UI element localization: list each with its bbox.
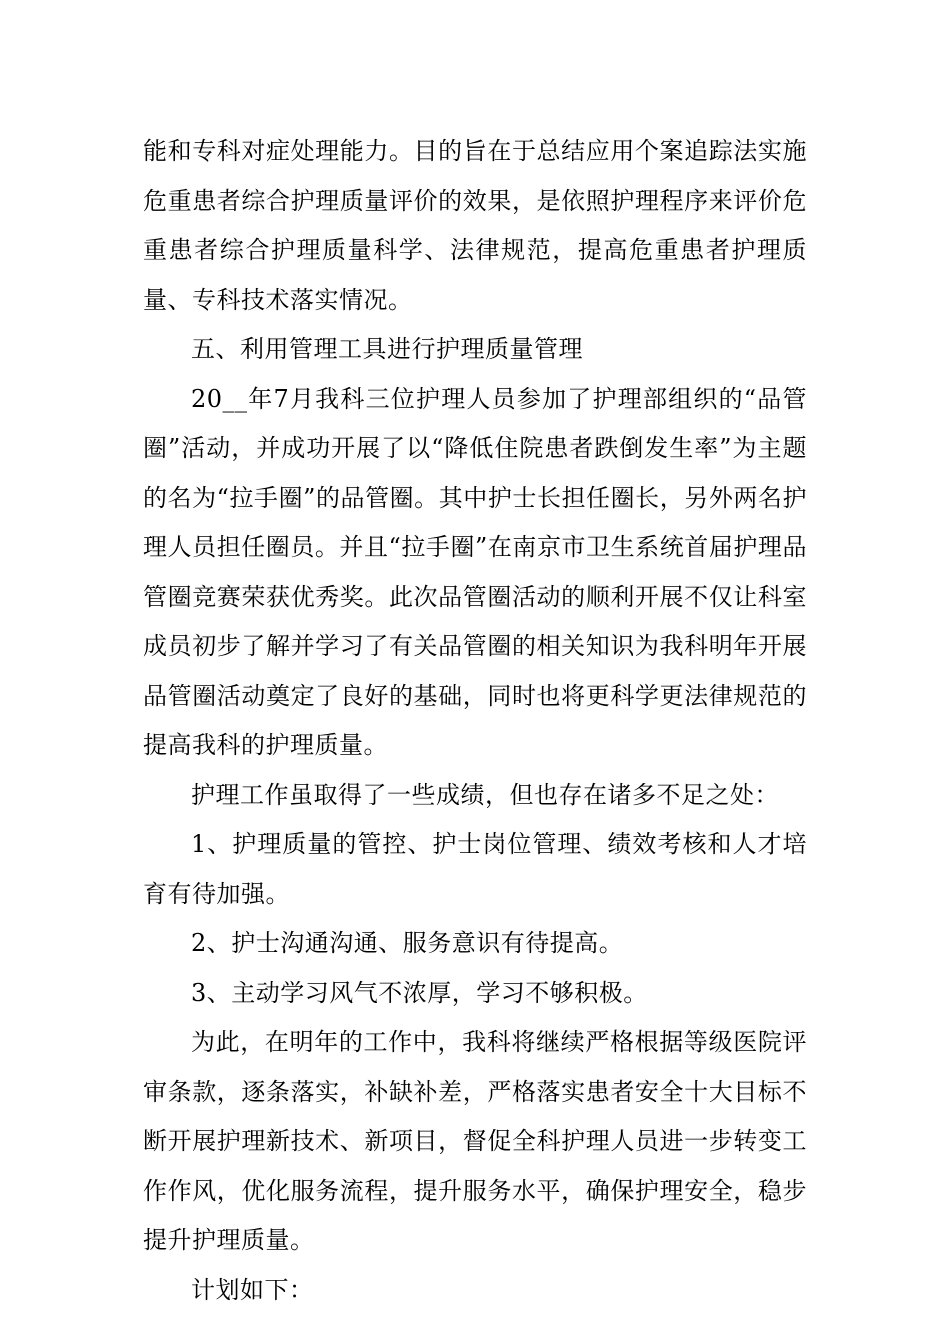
section-heading-five: 五、利用管理工具进行护理质量管理 — [191, 335, 583, 363]
paragraph-shortcomings-intro: 护理工作虽取得了一些成绩，但也存在诸多不足之处： — [191, 780, 779, 809]
paragraph-quality-circle: 20__年7月我科三位护理人员参加了护理部组织的“品管圈”活动，并成功开展了以“降低住院患者跌倒发生率”为主题的名为“拉手圈”的品管圈。其中护士长担任圈长，另外两名护理人员担任圈员。并且“拉手圈”在南京市卫生系统首届护理品管圈竞赛荣获优秀奖。此次品管圈活动的顺利开展不仅让科室成员初步了解并学习了有关品管圈的相关知识为我科明年开展品管圈活动奠定了良好的基础，同时也将更科学更法律规范的提高我科的护理质量。 — [143, 384, 807, 759]
paragraph-next-year-plan: 为此，在明年的工作中，我科将继续严格根据等级医院评审条款，逐条落实，补缺补差，严格落实患者安全十大目标不断开展护理新技术、新项目，督促全科护理人员进一步转变工作作风，优化服务流程，提升服务水平，确保护理安全，稳步提升护理质量。 — [143, 1028, 807, 1254]
list-item-shortcoming-2: 2、护士沟通沟通、服务意识有待提高。 — [191, 929, 624, 957]
document-body — [143, 127, 807, 1315]
list-item-shortcoming-1: 1、护理质量的管控、护士岗位管理、绩效考核和人才培育有待加强。 — [143, 830, 807, 908]
list-item-shortcoming-3: 3、主动学习风气不浓厚，学习不够积极。 — [191, 978, 648, 1007]
paragraph-plan-intro: 计划如下： — [191, 1275, 314, 1304]
paragraph-continuation: 能和专科对症处理能力。目的旨在于总结应用个案追踪法实施危重患者综合护理质量评价的效果，是依照护理程序来评价危重患者综合护理质量科学、法律规范，提高危重患者护理质量、专科技术落实情况。 — [143, 137, 807, 314]
